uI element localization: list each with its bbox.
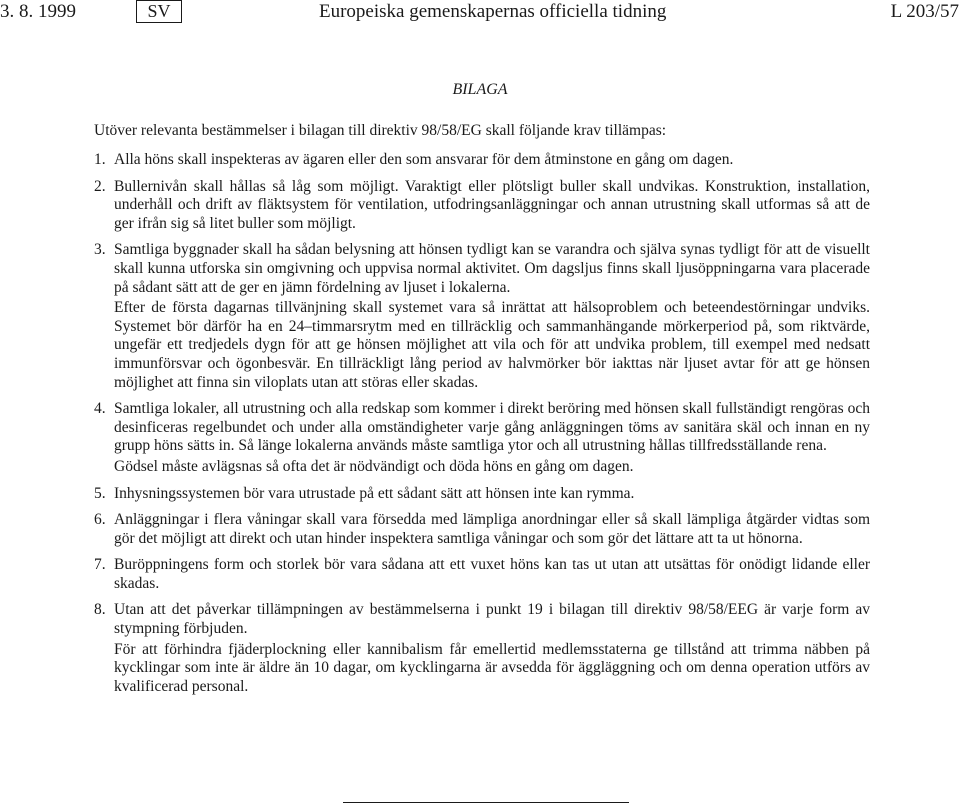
journal-title: Europeiska gemenskapernas officiella tidning: [319, 1, 667, 22]
item-number: 6.: [94, 511, 106, 529]
item-paragraph: Samtliga lokaler, all utrustning och alla redskap som kommer i direkt beröring med hönsen skall fullständigt rengöras och desinficeras regelbundet och under alla omständigheter varje gång anläggningen töms av sanitära skäl och innan en ny grupp höns sätts in. Så länge lokalerna används måste samtliga ytor och all utrustning hållas tillfredsställande rena.: [114, 400, 870, 455]
item-content: [114, 511, 870, 548]
item-content: [114, 485, 870, 504]
item-paragraph: Inhysningssystemen bör vara utrustade på ett sådant sätt att hönsen inte kan rymma.: [114, 484, 635, 502]
list-item: [94, 241, 870, 392]
item-paragraph: Gödsel måste avlägsnas så ofta det är nödvändigt och döda höns en gång om dagen.: [114, 457, 634, 475]
item-paragraph: Utan att det påverkar tillämpningen av bestämmelserna i punkt 19 i bilagan till direktiv 98/58/EEG är varje form av stympning förbjuden.: [114, 601, 870, 638]
item-number: 7.: [94, 556, 106, 574]
item-paragraph: Anläggningar i flera våningar skall vara försedda med lämpliga anordningar eller så skall lämpliga åtgärder vidtas som gör det möjligt att direkt och utan hinder inspektera samtliga våningar och som gör det lättare att ta ut hönorna.: [114, 511, 870, 547]
item-content: [114, 556, 870, 593]
page-reference: L 203/57: [890, 1, 959, 22]
item-paragraph: Buröppningens form och storlek bör vara sådana att ett vuxet höns kan tas ut utan att utsättas för onödigt lidande eller skadas.: [114, 556, 870, 592]
item-paragraph: Efter de första dagarnas tillvänjning skall systemet vara så inrättat att hälsoproblem och beteendestörningar undviks. Systemet bör därför ha en 24–timmarsrytm med en tillräcklig och sammanhängande mörkerperiod på, som riktvärde, ungefär ett tredjedels dygn för att ge hönsen möjlighet att vila och för att undvika problem, till exempel med nedsatt immunförsvar och ögonbesvär. En tillräckligt lång period av halvmörker bör iakttas när ljuset avtar för att ge hönsen möjlighet att finna sin viloplats utan att störas eller skadas.: [114, 299, 870, 391]
item-number: 2.: [94, 177, 106, 195]
language-badge: SV: [136, 0, 182, 23]
list-item: [94, 400, 870, 476]
item-paragraph: Bullernivån skall hållas så låg som möjligt. Varaktigt eller plötsligt buller skall undvikas. Konstruktion, installation, underhåll och drift av fläktsystem för ventilation, utfodringsanläggningar och annan utrustning skall utformas så att de ger ifrån sig så litet buller som möjligt.: [114, 177, 870, 232]
page-header: [0, 0, 960, 26]
item-number: 3.: [94, 241, 106, 259]
item-number: 5.: [94, 484, 106, 502]
item-number: 4.: [94, 400, 106, 418]
requirements-list: [94, 151, 870, 704]
publication-date: 3. 8. 1999: [0, 1, 76, 22]
item-content: [114, 178, 870, 234]
list-item: [94, 151, 870, 170]
list-item: [94, 556, 870, 593]
item-paragraph: Alla höns skall inspekteras av ägaren eller den som ansvarar för dem åtminstone en gång om dagen.: [114, 151, 734, 168]
item-number: 1.: [94, 151, 106, 168]
item-content: [114, 400, 870, 476]
list-item: [94, 178, 870, 234]
item-content: [114, 151, 870, 170]
item-paragraph: Samtliga byggnader skall ha sådan belysning att hönsen tydligt kan se varandra och själva synas tydligt för att de visuellt skall kunna utforska sin omgivning och uppvisa normal aktivitet. Om dagsljus finns skall ljusöppningarna vara placerade på sådant sätt att de ger en jämn fördelning av ljuset i lokalerna.: [114, 241, 870, 296]
footer-divider: [343, 802, 629, 803]
list-item: [94, 601, 870, 696]
annex-title: BILAGA: [452, 81, 508, 98]
intro-text: Utöver relevanta bestämmelser i bilagan till direktiv 98/58/EG skall följande krav tillämpas:: [94, 122, 667, 139]
item-content: [114, 601, 870, 696]
list-item: [94, 511, 870, 548]
item-paragraph: För att förhindra fjäderplockning eller kannibalism får emellertid medlemsstaterna ge tillstånd att trimma näbben på kycklingar som inte är äldre än 10 dagar, om kycklingarna är avsedda för äggläggning och om denna operation utförs av kvalificerad personal.: [114, 640, 870, 695]
item-content: [114, 241, 870, 392]
item-number: 8.: [94, 601, 106, 619]
list-item: [94, 485, 870, 504]
